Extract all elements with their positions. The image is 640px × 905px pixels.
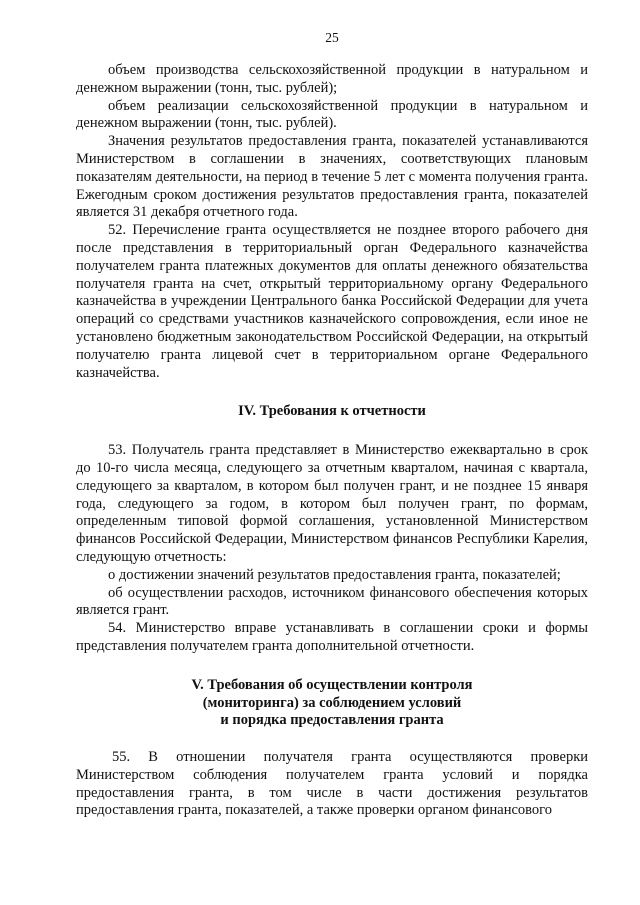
- paragraph-report-results: о достижении значений результатов предоставления гранта, показателей;: [108, 566, 561, 583]
- paragraph-clause-52: 52. Перечисление гранта осуществляется не позднее второго рабочего дня после представления в территориальный орган Федерального казначейства получателем гранта платежных документов для оплаты денежного обязательства получателя гранта на счет, открытый территориальному органу Федерального казначейства в учреждении Центрального банка Российской Федерации для учета операций со средствами участников казначейского сопровождения, если иное не установлено бюджетным законодательством Российской Федерации, на открытый получателю гранта лицевой счет в территориальном органе Федерального казначейства.: [76, 222, 588, 381]
- paragraph-clause-54: 54. Министерство вправе устанавливать в соглашении сроки и формы представления получателем гранта дополнительной отчетности.: [76, 620, 588, 654]
- paragraph-result-values: Значения результатов предоставления гранта, показателей устанавливаются Министерством в соглашении в значениях, соответствующих плановым показателям деятельности, на период в течение 5 лет с момента получения гранта. Ежегодным сроком достижения результатов предоставления гранта, показателей является 31 декабря отчетного года.: [76, 133, 588, 221]
- paragraph-clause-55: 55. В отношении получателя гранта осуществляются проверки Министерством соблюдения получателем гранта условий и порядка предоставления гранта, в том числе в части достижения результатов предоставления гранта, показателей, а также проверки органом финансового: [76, 749, 588, 819]
- section-heading-control-line-1: V. Требования об осуществлении контроля: [191, 676, 473, 693]
- section-heading-control-line-3: и порядка предоставления гранта: [220, 712, 444, 729]
- paragraph-production-volume: объем производства сельскохозяйственной продукции в натуральном и денежном выражении (тонн, тыс. рублей);: [76, 62, 588, 96]
- section-heading-control: [76, 677, 588, 730]
- page-number: 25: [325, 30, 339, 45]
- paragraph-clause-53: 53. Получатель гранта представляет в Министерство ежеквартально в срок до 10-го числа месяца, следующего за отчетным кварталом, начиная с квартала, следующего за кварталом, в котором был получен грант, и не позднее 15 января года, следующего за годом, в котором был получен грант, по формам, определенным типовой формой соглашения, установленной Министерством финансов Российской Федерации, Министерством финансов Республики Карелия, следующую отчетность:: [76, 442, 588, 565]
- paragraph-sales-volume: объем реализации сельскохозяйственной продукции в натуральном и денежном выражении (тонн, тыс. рублей).: [76, 97, 588, 132]
- document-page: [76, 30, 588, 820]
- section-heading-reporting: IV. Требования к отчетности: [238, 403, 426, 420]
- paragraph-report-expenses: об осуществлении расходов, источником финансового обеспечения которых является грант.: [76, 584, 588, 619]
- section-heading-control-line-2: (мониторинга) за соблюдением условий: [202, 694, 462, 711]
